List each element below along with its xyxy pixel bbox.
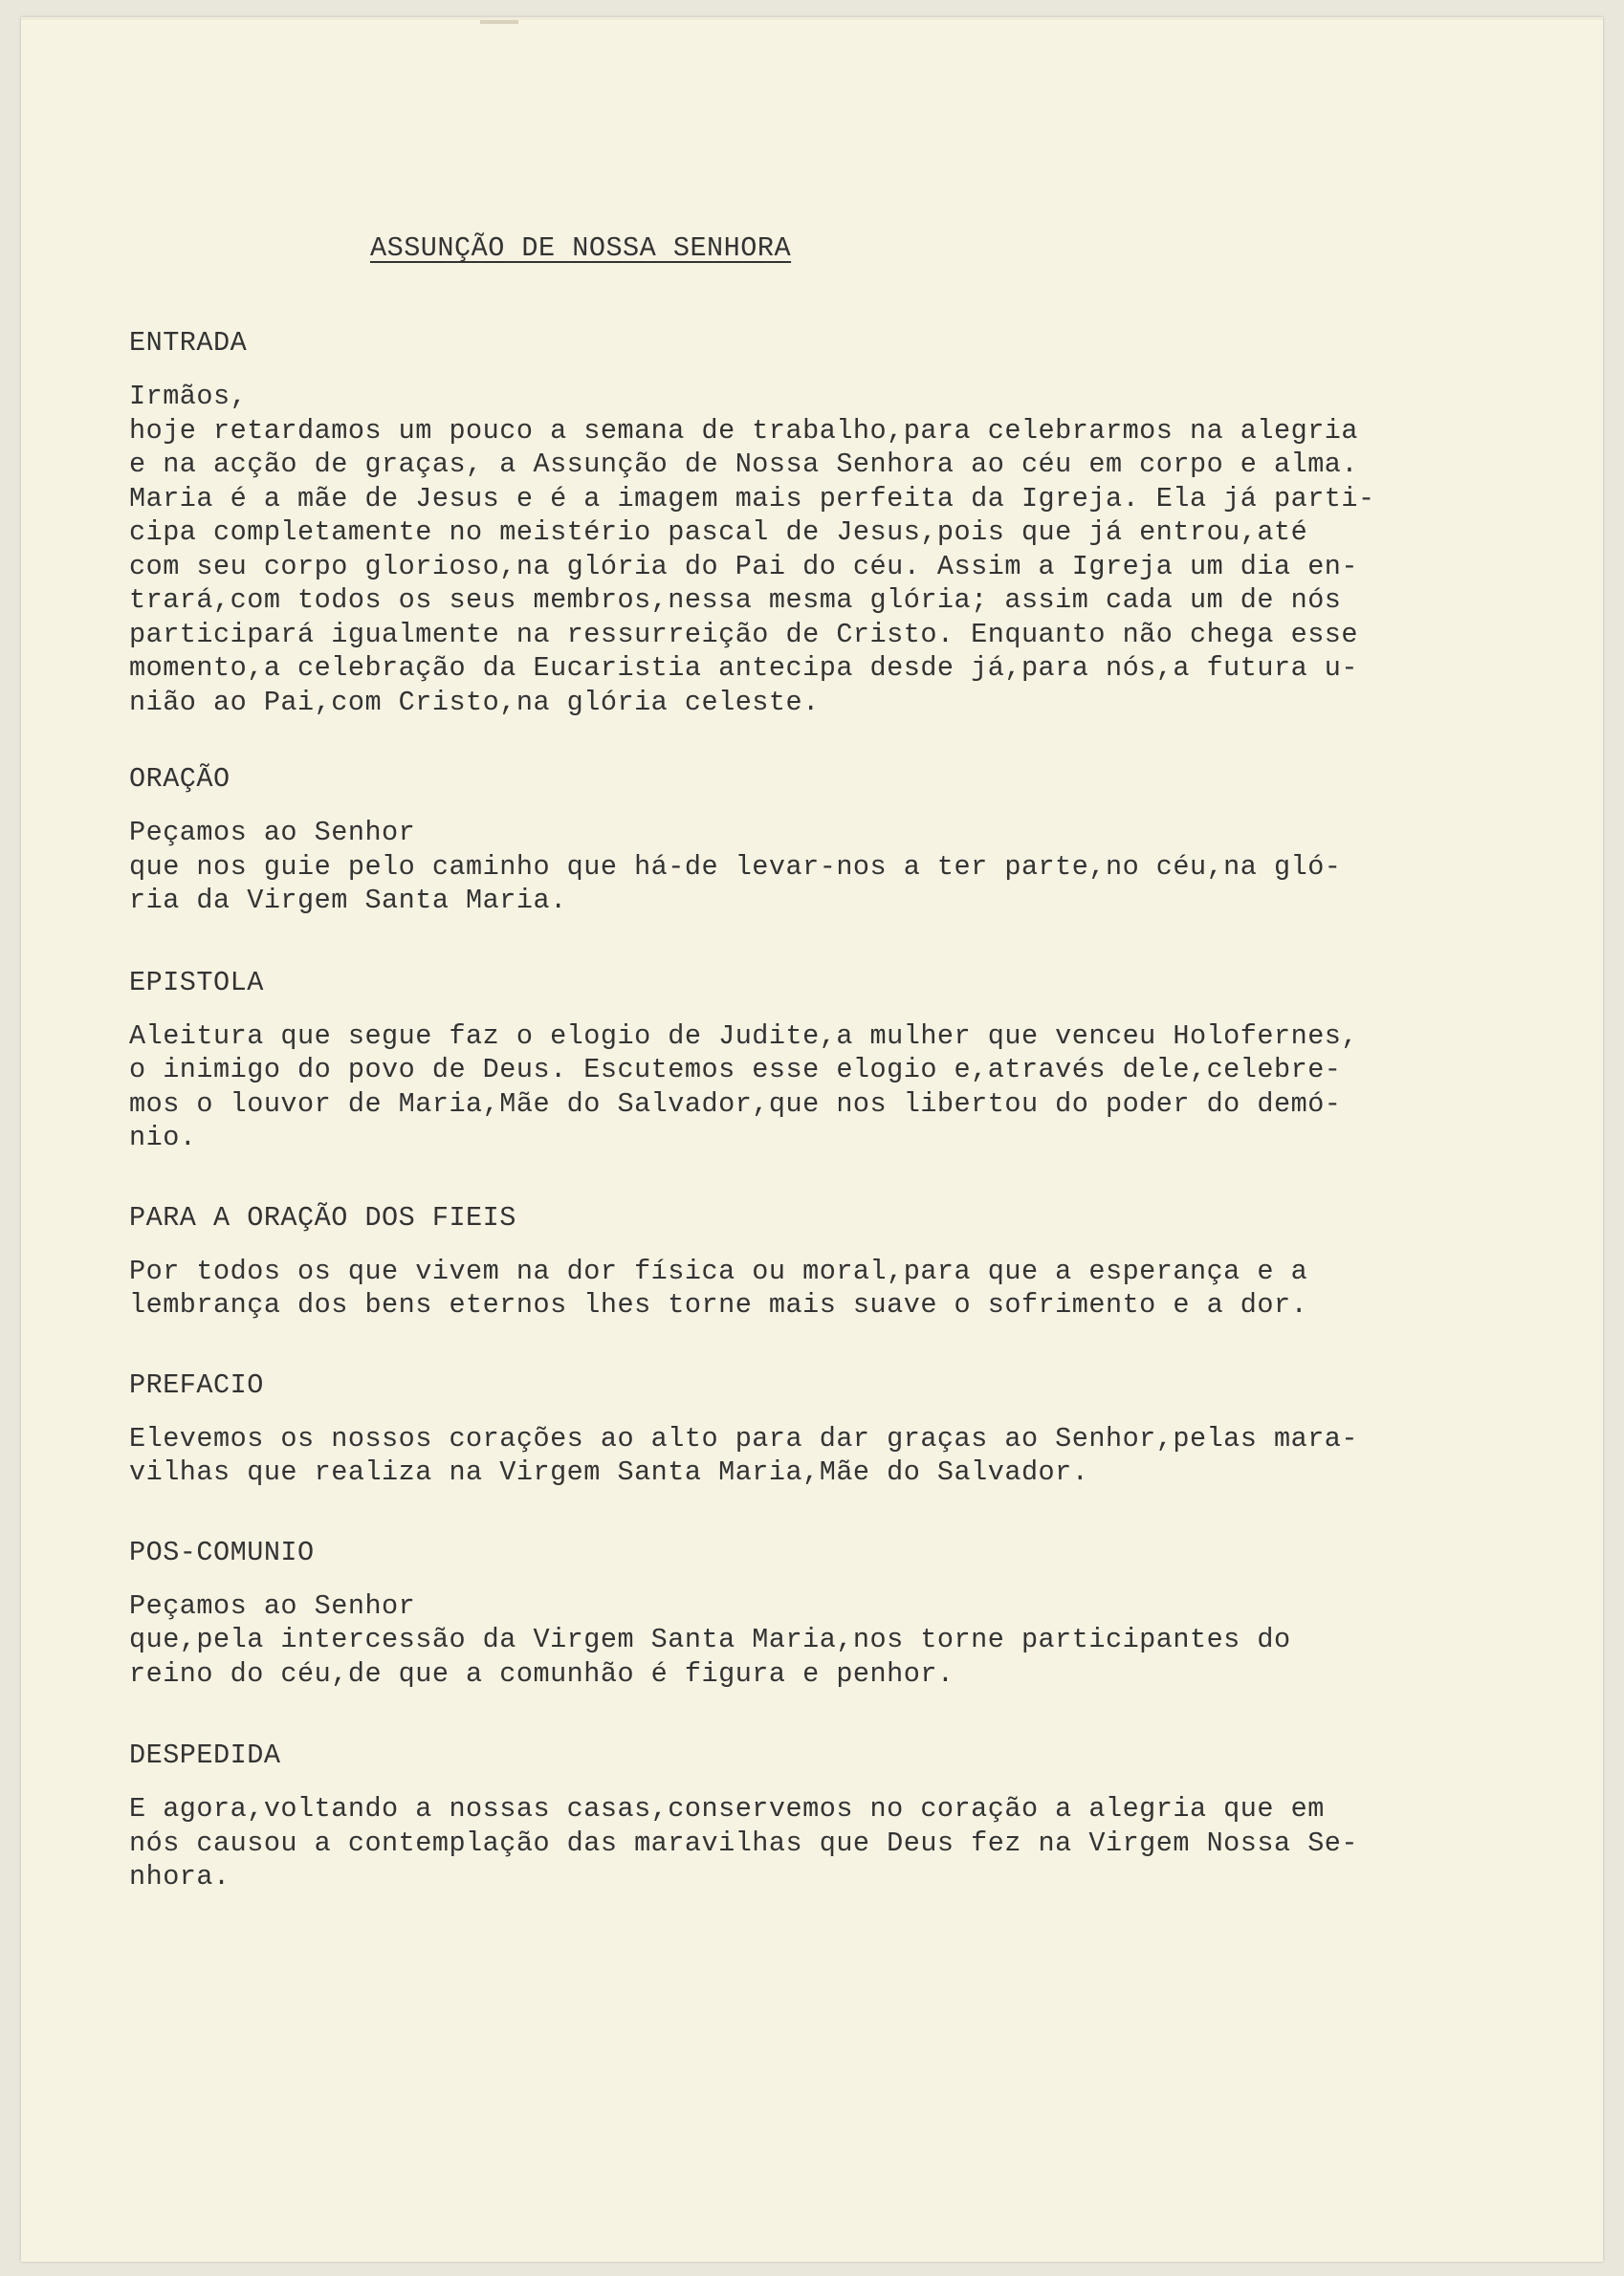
text-line: E agora,voltando a nossas casas,conservemos no coração a alegria que em — [129, 1793, 1325, 1825]
text-line: nós causou a contemplação das maravilhas que Deus fez na Virgem Nossa Se- — [129, 1827, 1359, 1859]
text-line: ria da Virgem Santa Maria. — [129, 885, 567, 916]
text-line: vilhas que realiza na Virgem Santa Maria,Mãe do Salvador. — [129, 1456, 1089, 1488]
text-line: mos o louvor de Maria,Mãe do Salvador,que nos libertou do poder do demó- — [129, 1087, 1342, 1120]
document-body — [129, 326, 1535, 1894]
text-line: Maria é a mãe de Jesus e é a imagem mais perfeita da Igreja. Ela já parti- — [129, 482, 1375, 514]
text-line: Peçamos ao Senhor — [129, 817, 416, 848]
section-entrada — [129, 326, 1535, 719]
section-heading: PARA A ORAÇÃO DOS FIEIS — [129, 1201, 516, 1234]
section-despedida — [129, 1739, 1535, 1894]
section-heading: ORAÇÃO — [129, 763, 230, 795]
text-line: nio. — [129, 1122, 197, 1153]
section-heading: PREFACIO — [129, 1368, 264, 1401]
section-prefacio — [129, 1368, 1535, 1490]
text-line: Elevemos os nossos corações ao alto para dar graças ao Senhor,pelas mara- — [129, 1422, 1359, 1455]
text-line: que,pela intercessão da Virgem Santa Maria,nos torne participantes do — [129, 1624, 1291, 1655]
text-line: Irmãos, — [129, 381, 248, 412]
text-line: Peçamos ao Senhor — [129, 1589, 416, 1622]
section-para-a-ora-o-dos-fieis — [129, 1201, 1535, 1323]
text-line: e na acção de graças, a Assunção de Nossa Senhora ao céu em corpo e alma. — [129, 449, 1359, 480]
section-heading: POS-COMUNIO — [129, 1536, 315, 1568]
text-line: participará igualmente na ressurreição de Cristo. Enquanto não chega esse — [129, 618, 1359, 650]
text-line: com seu corpo glorioso,na glória do Pai do céu. Assim a Igreja um dia en- — [129, 550, 1359, 582]
document-title: ASSUNÇÃO DE NOSSA SENHORA — [370, 232, 792, 264]
text-line: lembrança dos bens eternos lhes torne mais suave o sofrimento e a dor. — [129, 1289, 1308, 1321]
text-line: cipa completamente no meistério pascal de Jesus,pois que já entrou,até — [129, 516, 1308, 548]
section-heading: DESPEDIDA — [129, 1740, 281, 1771]
text-line: que nos guie pelo caminho que há-de levar-nos a ter parte,no céu,na gló- — [129, 850, 1342, 883]
text-line: nhora. — [129, 1861, 230, 1893]
text-line: hoje retardamos um pouco a semana de trabalho,para celebrarmos na alegria — [129, 414, 1359, 447]
section-ora-o — [129, 762, 1535, 918]
text-line: reino do céu,de que a comunhão é figura e penhor. — [129, 1657, 955, 1690]
text-line: nião ao Pai,com Cristo,na glória celeste. — [129, 686, 820, 718]
section-epistola — [129, 966, 1535, 1155]
section-pos-comunio — [129, 1536, 1535, 1692]
paper-sheet — [21, 17, 1603, 2262]
paper-mark — [480, 20, 518, 24]
text-line: trará,com todos os seus membros,nessa mesma glória; assim cada um de nós — [129, 584, 1342, 616]
text-line: momento,a celebração da Eucaristia antecipa desde já,para nós,a futura u- — [129, 652, 1359, 684]
section-heading: EPISTOLA — [129, 966, 264, 998]
section-heading: ENTRADA — [129, 327, 248, 359]
text-line: Aleitura que segue faz o elogio de Judite,a mulher que venceu Holofernes, — [129, 1019, 1359, 1052]
text-line: Por todos os que vivem na dor física ou moral,para que a esperança e a — [129, 1255, 1308, 1287]
text-line: o inimigo do povo de Deus. Escutemos esse elogio e,através dele,celebre- — [129, 1054, 1342, 1085]
